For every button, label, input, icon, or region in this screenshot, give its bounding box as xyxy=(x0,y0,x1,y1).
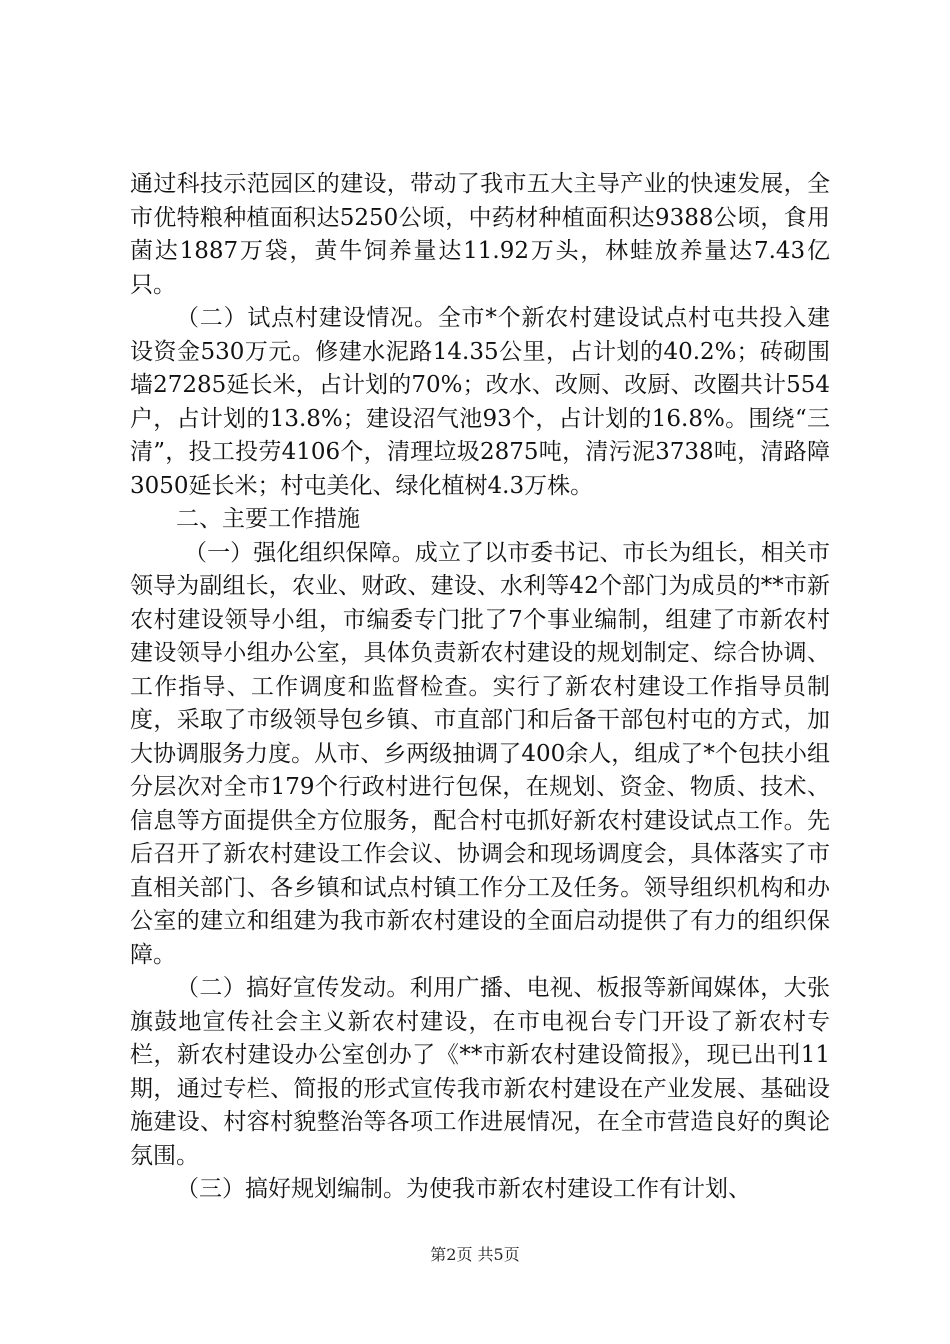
paragraph-industry-results: 通过科技示范园区的建设，带动了我市五大主导产业的快速发展，全市优特粮种植面积达5250公顷，中药材种植面积达9388公顷，食用菌达1887万袋，黄牛饲养量达11.92万头，林蛙放养量达7.43亿只。 xyxy=(130,171,830,298)
paragraph-organization-guarantee: （一）强化组织保障。成立了以市委书记、市长为组长，相关市领导为副组长，农业、财政、建设、水利等42个部门为成员的**市新农村建设领导小组，市编委专门批了7个事业编制，组建了市新农村建设领导小组办公室，具体负责新农村建设的规划制定、综合协调、工作指导、工作调度和监督检查。实行了新农村建设工作指导员制度，采取了市级领导包乡镇、市直部门和后备干部包村屯的方式，加大协调服务力度。从市、乡两级抽调了400余人，组成了*个包扶小组分层次对全市179个行政村进行包保，在规划、资金、物质、技术、信息等方面提供全方位服务，配合村屯抓好新农村建设试点工作。先后召开了新农村建设工作会议、协调会和现场调度会，具体落实了市直相关部门、各乡镇和试点村镇工作分工及任务。领导组织机构和办公室的建立和组建为我市新农村建设的全面启动提供了有力的组织保障。 xyxy=(130,539,830,968)
paragraph-planning: （三）搞好规划编制。为使我市新农村建设工作有计划、 xyxy=(176,1176,751,1202)
document-body xyxy=(130,168,830,1207)
section-heading-main-measures: 二、主要工作措施 xyxy=(176,506,360,532)
paragraph-pilot-villages: （二）试点村建设情况。全市*个新农村建设试点村屯共投入建设资金530万元。修建水泥路14.35公里，占计划的40.2%；砖砌围墙27285延长米，占计划的70%；改水、改厕、改厨、改圈共计554户，占计划的13.8%；建设沼气池93个，占计划的16.8%。围绕“三清”，投工投劳4106个，清理垃圾2875吨，清污泥3738吨，清路障3050延长米；村屯美化、绿化植树4.3万株。 xyxy=(130,305,830,499)
page-number-footer: 第2页 共5页 xyxy=(430,1245,520,1264)
paragraph-publicity: （二）搞好宣传发动。利用广播、电视、板报等新闻媒体，大张旗鼓地宣传社会主义新农村建设，在市电视台专门开设了新农村专栏，新农村建设办公室创办了《**市新农村建设简报》，现已出刊11期，通过专栏、简报的形式宣传我市新农村建设在产业发展、基础设施建设、村容村貌整治等各项工作进展情况，在全市营造良好的舆论氛围。 xyxy=(130,975,830,1169)
